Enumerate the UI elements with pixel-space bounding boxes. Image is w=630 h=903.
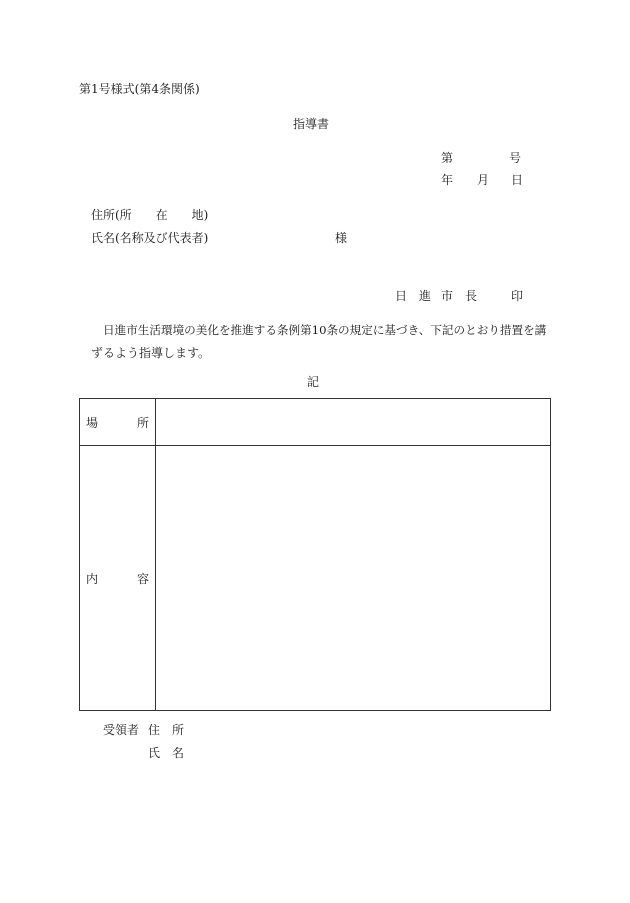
body-line-2: ずるよう指導します。 — [91, 346, 211, 360]
measures-table — [79, 398, 551, 711]
date-month: 月 — [477, 173, 490, 187]
content-value-cell[interactable] — [156, 446, 551, 711]
date-line — [441, 173, 524, 187]
issuer-line — [395, 289, 523, 303]
form-number: 第1号様式(第4条関係) — [79, 82, 200, 96]
table-row-place — [80, 399, 551, 446]
content-label-cell — [80, 446, 156, 711]
receiver-address-char-1: 住 — [148, 723, 161, 737]
place-label-char-1: 場 — [86, 415, 99, 430]
recipient-address-label: 住所(所 在 地) — [91, 208, 209, 222]
issuer-char-1: 日 — [395, 289, 408, 303]
table-row-content — [80, 446, 551, 711]
receiver-address-char-2: 所 — [172, 723, 185, 737]
receiver-name-char-2: 名 — [172, 746, 185, 760]
issuer-char-4: 長 — [465, 289, 478, 303]
number-prefix: 第 — [441, 151, 454, 165]
content-label-char-1: 内 — [86, 571, 99, 586]
issuer-char-3: 市 — [441, 289, 454, 303]
date-day: 日 — [511, 173, 524, 187]
issuer-char-2: 進 — [419, 289, 432, 303]
body-line-1: 日進市生活環境の美化を推進する条例第10条の規定に基づき、下記のとおり措置を講 — [103, 323, 547, 337]
issuer-seal: 印 — [511, 289, 524, 303]
number-suffix: 号 — [508, 151, 521, 165]
receiver-label: 受領者 — [103, 723, 140, 737]
number-line — [441, 151, 521, 165]
place-label-char-2: 所 — [136, 415, 149, 430]
document-title: 指導書 — [293, 117, 330, 131]
receiver-name-char-1: 氏 — [148, 746, 161, 760]
content-label-char-2: 容 — [136, 571, 149, 586]
recipient-name-label: 氏名(名称及び代表者) — [91, 231, 209, 245]
date-year: 年 — [441, 173, 454, 187]
place-label-cell — [80, 399, 156, 446]
place-value-cell[interactable] — [156, 399, 551, 446]
ki-heading: 記 — [307, 375, 320, 389]
recipient-honorific: 様 — [335, 231, 348, 245]
